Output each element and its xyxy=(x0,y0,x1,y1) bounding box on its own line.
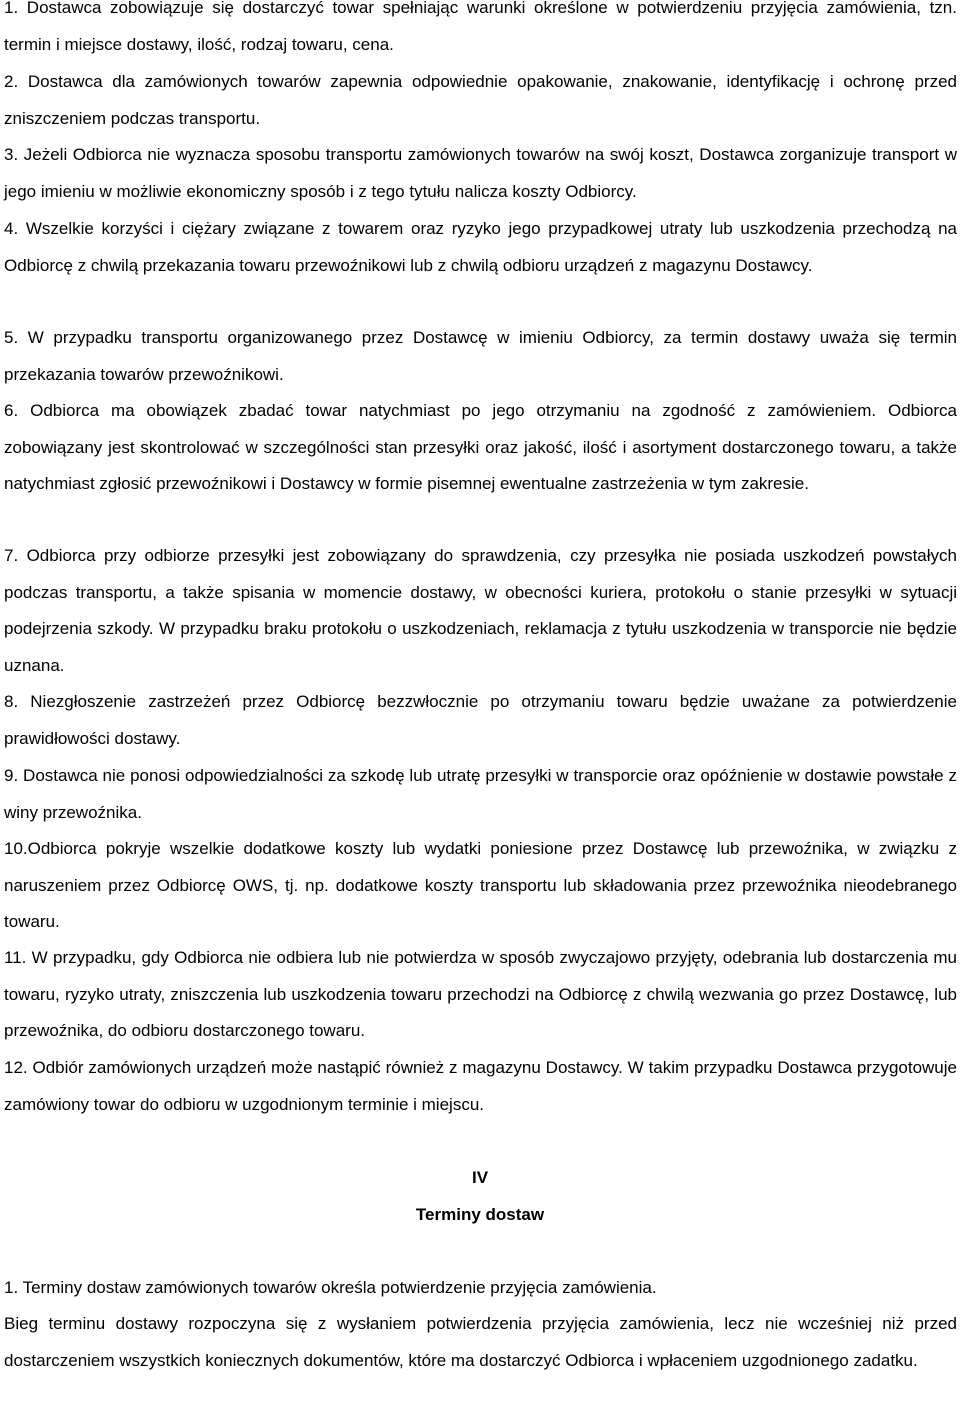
clause-12: 12. Odbiór zamówionych urządzeń może nastąpić również z magazynu Dostawcy. W takim przypadku Dostawca przygotowuje zamówiony towar do odbioru w uzgodnionym terminie i miejscu. xyxy=(4,1058,957,1114)
section-clause-1-continuation: Bieg terminu dostawy rozpoczyna się z wysłaniem potwierdzenia przyjęcia zamówienia, lecz nie wcześniej niż przed dostarczeniem wszystkich koniecznych dokumentów, które ma dostarczyć Odbiorca i wpłaceniem uzgodnionego zadatku. xyxy=(4,1314,957,1370)
section-number: IV xyxy=(471,1168,489,1187)
clause-3: 3. Jeżeli Odbiorca nie wyznacza sposobu transportu zamówionych towarów na swój koszt, Dostawca zorganizuje transport w jego imieniu w możliwie ekonomiczny sposób i z tego tytułu nalicza koszty Odbiorcy. xyxy=(4,145,957,201)
clause-9: 9. Dostawca nie ponosi odpowiedzialności za szkodę lub utratę przesyłki w transporcie oraz opóźnienie w dostawie powstałe z winy przewoźnika. xyxy=(4,766,957,822)
clause-5: 5. W przypadku transportu organizowanego przez Dostawcę w imieniu Odbiorcy, za termin dostawy uważa się termin przekazania towarów przewoźnikowi. xyxy=(4,328,957,384)
clause-7: 7. Odbiorca przy odbiorze przesyłki jest zobowiązany do sprawdzenia, czy przesyłka nie posiada uszkodzeń powstałych podczas transportu, a także spisania w momencie dostawy, w obecności kuriera, protokołu o stanie przesyłki w sytuacji podejrzenia szkody. W przypadku braku protokołu o uszkodzeniach, reklamacja z tytułu uszkodzenia w transporcie nie będzie uznana. xyxy=(4,546,957,675)
clause-11: 11. W przypadku, gdy Odbiorca nie odbiera lub nie potwierdza w sposób zwyczajowo przyjęty, odebrania lub dostarczenia mu towaru, ryzyko utraty, zniszczenia lub uszkodzenia towaru przechodzi na Odbiorcę z chwilą wezwania go przez Dostawcę, lub przewoźnika, do odbioru dostarczonego towaru. xyxy=(4,948,957,1040)
section-title: Terminy dostaw xyxy=(415,1205,545,1224)
clause-2: 2. Dostawca dla zamówionych towarów zapewnia odpowiednie opakowanie, znakowanie, identyfikację i ochronę przed zniszczeniem podczas transportu. xyxy=(4,72,957,128)
clause-4: 4. Wszelkie korzyści i ciężary związane z towarem oraz ryzyko jego przypadkowej utraty lub uszkodzenia przechodzą na Odbiorcę z chwilą przekazania towaru przewoźnikowi lub z chwilą odbioru urządzeń z magazynu Dostawcy. xyxy=(4,219,957,275)
section-clause-1: 1. Terminy dostaw zamówionych towarów określa potwierdzenie przyjęcia zamówienia. xyxy=(4,1278,657,1297)
clause-10: 10.Odbiorca pokryje wszelkie dodatkowe koszty lub wydatki poniesione przez Dostawcę lub przewoźnika, w związku z naruszeniem przez Odbiorcę OWS, tj. np. dodatkowe koszty transportu lub składowania przez przewoźnika nieodebranego towaru. xyxy=(4,839,957,931)
clause-6: 6. Odbiorca ma obowiązek zbadać towar natychmiast po jego otrzymaniu na zgodność z zamówieniem. Odbiorca zobowiązany jest skontrolować w szczególności stan przesyłki oraz jakość, ilość i asortyment dostarczonego towaru, a także natychmiast zgłosić przewoźnikowi i Dostawcy w formie pisemnej ewentualne zastrzeżenia w tym zakresie. xyxy=(4,401,957,493)
clause-8: 8. Niezgłoszenie zastrzeżeń przez Odbiorcę bezzwłocznie po otrzymaniu towaru będzie uważane za potwierdzenie prawidłowości dostawy. xyxy=(4,692,957,748)
clause-1: 1. Dostawca zobowiązuje się dostarczyć towar spełniając warunki określone w potwierdzeniu przyjęcia zamówienia, tzn. termin i miejsce dostawy, ilość, rodzaj towaru, cena. xyxy=(4,0,957,54)
